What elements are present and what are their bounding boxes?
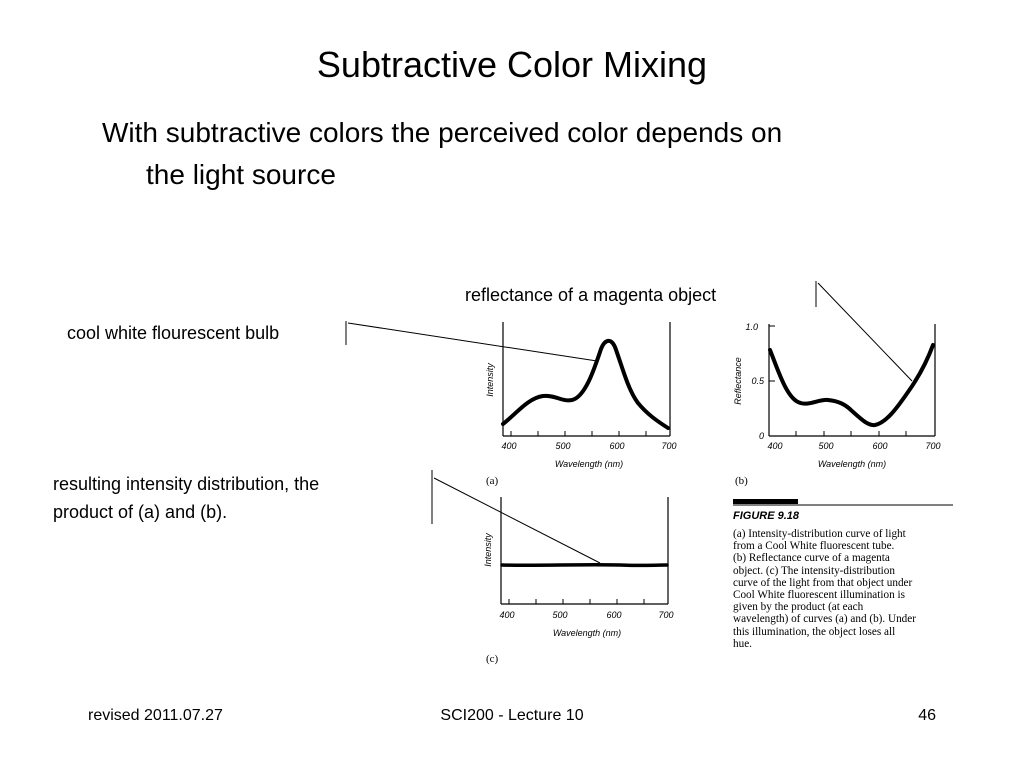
bulb-callout: cool white flourescent bulb	[67, 323, 280, 343]
bulb-leader-line	[348, 323, 597, 361]
panel-c-ylabel: Intensity	[483, 533, 493, 567]
result-leader-line	[434, 478, 600, 563]
caption-line: Cool White fluorescent illumination is	[733, 589, 905, 602]
caption-heading: FIGURE 9.18	[733, 510, 800, 522]
panel-b-letter: (b)	[735, 475, 748, 487]
panel-c-xtick: 600	[606, 610, 622, 620]
caption-line: (a) Intensity-distribution curve of light	[733, 528, 906, 540]
reflectance-leader-line	[818, 283, 912, 381]
bullet-line-2: the light source	[146, 159, 336, 190]
panel-b-ytick: 0	[758, 431, 764, 441]
panel-b-reflectance-curve	[770, 345, 933, 425]
caption-line: object. (c) The intensity-distribution	[733, 564, 895, 577]
panel-a-xtick: 600	[609, 441, 625, 451]
panel-c-xtick: 700	[658, 610, 674, 620]
caption-line: hue.	[733, 637, 752, 650]
caption-line: wavelength) of curves (a) and (b). Under	[733, 613, 916, 626]
panel-b-xtick: 500	[818, 441, 834, 451]
panel-a-xlabel: Wavelength (nm)	[554, 459, 624, 469]
panel-a	[503, 322, 670, 436]
panel-a-intensity-curve	[503, 341, 668, 428]
panel-a-ylabel: Intensity	[485, 363, 495, 397]
panel-b-xtick: 600	[872, 441, 888, 451]
result-callout-line-2: product of (a) and (b).	[53, 502, 228, 522]
panel-a-letter: (a)	[486, 475, 499, 487]
panel-c-letter: (c)	[486, 653, 499, 665]
figure-caption	[733, 510, 958, 650]
panel-c-xlabel: Wavelength (nm)	[552, 628, 622, 638]
panel-b	[769, 324, 935, 436]
panel-c-xtick: 500	[552, 610, 568, 620]
panel-c	[501, 497, 668, 604]
panel-a-xtick: 500	[555, 441, 571, 451]
panel-b-xtick: 400	[767, 441, 783, 451]
panel-a-xtick: 700	[661, 441, 677, 451]
panel-a-xtick: 400	[501, 441, 517, 451]
panel-c-xtick: 400	[499, 610, 515, 620]
panel-b-ytick: 0.5	[751, 376, 764, 386]
caption-line: given by the product (at each	[733, 601, 864, 614]
caption-line: curve of the light from that object under	[733, 576, 913, 589]
slide-title: Subtractive Color Mixing	[316, 44, 708, 85]
footer-lecture: SCI200 - Lecture 10	[440, 707, 584, 724]
bullet-line-1: With subtractive colors the perceived color depends on	[102, 117, 783, 148]
caption-body	[733, 528, 958, 650]
reflectance-callout: reflectance of a magenta object	[465, 285, 717, 305]
result-callout-line-1: resulting intensity distribution, the	[53, 474, 320, 494]
panel-b-ytick: 1.0	[745, 322, 758, 332]
panel-c-intensity-curve	[502, 565, 667, 566]
caption-line: from a Cool White fluorescent tube.	[733, 540, 895, 553]
footer-slide-number: 46	[918, 707, 936, 724]
footer-revision: revised 2011.07.27	[88, 707, 223, 724]
panel-b-ylabel: Reflectance	[733, 357, 743, 405]
caption-heading-bar	[733, 499, 798, 504]
caption-line: this illumination, the object loses all	[733, 625, 896, 638]
caption-line: (b) Reflectance curve of a magenta	[733, 552, 890, 565]
panel-b-xlabel: Wavelength (nm)	[817, 459, 887, 469]
panel-b-xtick: 700	[925, 441, 941, 451]
